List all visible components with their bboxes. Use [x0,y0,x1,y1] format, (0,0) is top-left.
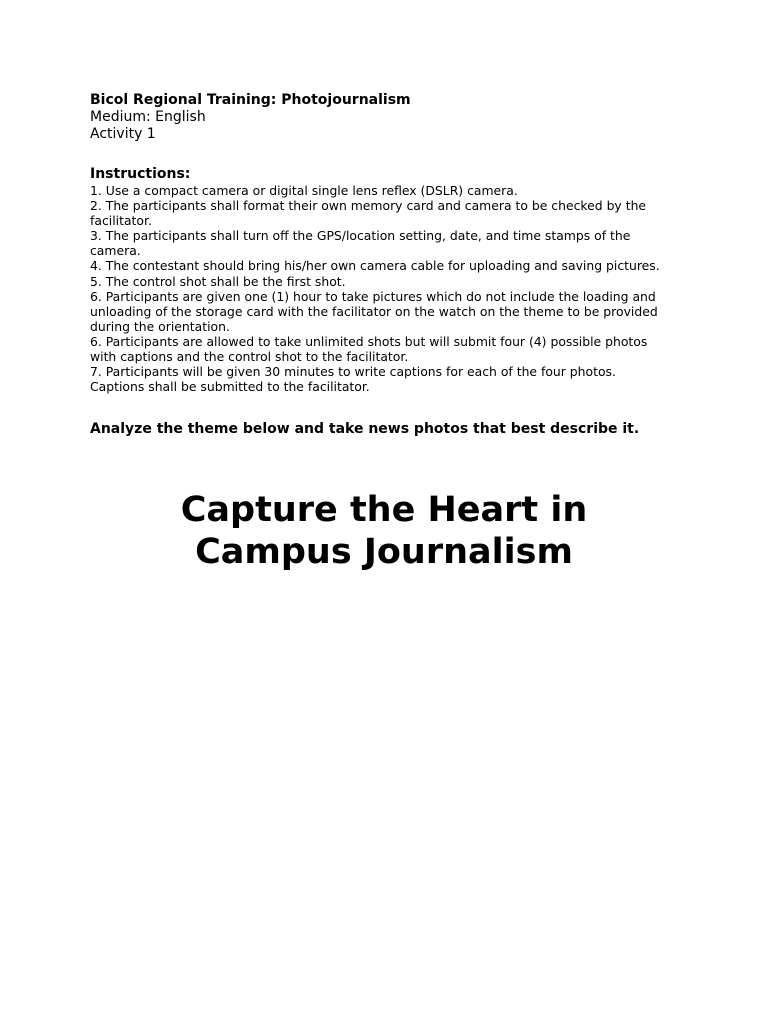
training-title: Bicol Regional Training: Photojournalism [90,92,411,108]
instruction-line: facilitator. [90,213,152,229]
instruction-line: 7. Participants will be given 30 minutes to write captions for each of the four photos. [90,364,616,380]
instruction-line: 1. Use a compact camera or digital single lens reflex (DSLR) camera. [90,183,518,198]
activity-label: Activity 1 [90,126,156,142]
medium-label: Medium: English [90,109,206,125]
analyze-prompt: Analyze the theme below and take news photos that best describe it. [90,421,640,437]
theme-line-2: Campus Journalism [195,532,573,572]
instruction-line: 6. Participants are given one (1) hour to take pictures which do not include the loading and [90,288,656,304]
instruction-line: 5. The control shot shall be the first shot. [90,273,346,289]
document-header [90,92,690,143]
instruction-line: unloading of the storage card with the facilitator on the watch on the theme to be provided [90,303,658,319]
instruction-line: during the orientation. [90,318,230,334]
instruction-line: 3. The participants shall turn off the GPS/location setting, date, and time stamps of the [90,228,631,244]
instruction-line: 2. The participants shall format their own memory card and camera to be checked by the [90,198,647,214]
instruction-line: with captions and the control shot to the facilitator. [90,349,409,365]
instruction-line: 6. Participants are allowed to take unlimited shots but will submit four (4) possible photos [90,333,648,349]
instructions-section [90,166,690,394]
instruction-line: camera. [90,243,141,259]
theme-line-1: Capture the Heart in [180,490,588,530]
theme-title [0,489,768,573]
instruction-line: Captions shall be submitted to the facilitator. [90,379,370,395]
instructions-heading: Instructions: [90,166,191,182]
instruction-line: 4. The contestant should bring his/her own camera cable for uploading and saving pictures. [90,258,660,274]
